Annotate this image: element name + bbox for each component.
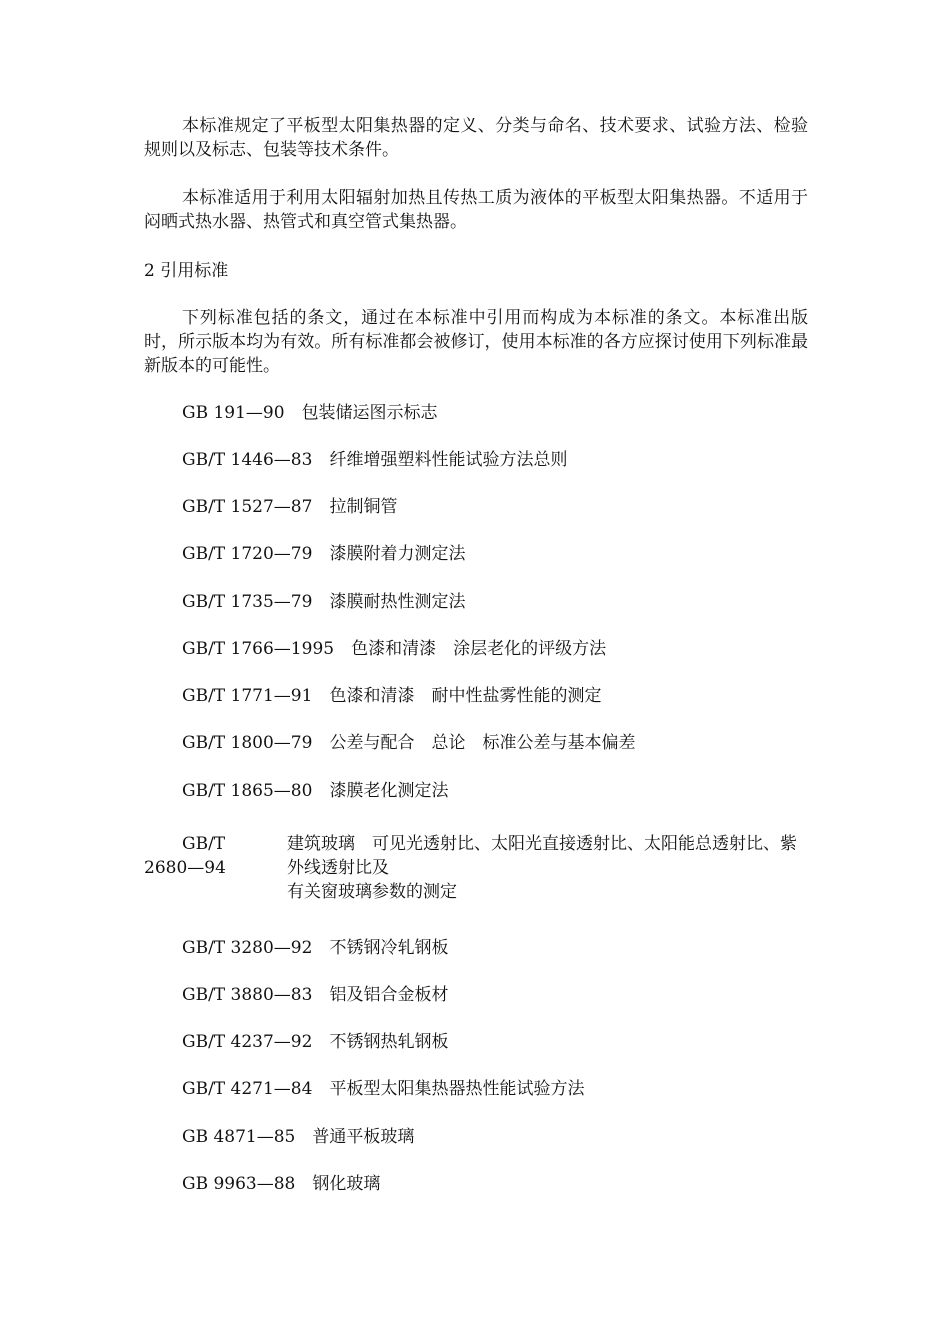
reference-title: 漆膜耐热性测定法 <box>329 592 466 612</box>
reference-title: 漆膜老化测定法 <box>329 781 449 801</box>
reference-code: GB/T 1865—80 <box>182 781 313 801</box>
reference-code: GB/T 4237—92 <box>182 1032 313 1052</box>
reference-code: GB/T 3880—83 <box>182 985 313 1005</box>
reference-title: 普通平板玻璃 <box>312 1127 415 1147</box>
reference-item <box>182 1172 380 1196</box>
reference-title: 包装储运图示标志 <box>301 403 438 423</box>
reference-code: GB 9963—88 <box>182 1174 296 1194</box>
reference-title: 铝及铝合金板材 <box>329 985 449 1005</box>
reference-code: GB/T 1720—79 <box>182 544 313 564</box>
reference-item <box>182 684 601 708</box>
reference-code <box>144 832 284 880</box>
reference-code: GB/T 1771—91 <box>182 686 313 706</box>
reference-code: GB/T 3280—92 <box>182 938 313 958</box>
reference-item <box>182 495 397 519</box>
reference-title: 平板型太阳集热器热性能试验方法 <box>329 1079 585 1099</box>
reference-title: 公差与配合 总论 标准公差与基本偏差 <box>329 733 636 753</box>
reference-item <box>182 1030 448 1054</box>
reference-item <box>182 983 448 1007</box>
reference-code-line-1: GB/T <box>182 834 226 854</box>
reference-title: 不锈钢热轧钢板 <box>329 1032 449 1052</box>
section-heading-references: 2 引用标准 <box>144 261 229 281</box>
reference-title: 不锈钢冷轧钢板 <box>329 938 449 958</box>
reference-code: GB 4871—85 <box>182 1127 296 1147</box>
reference-title: 色漆和清漆 涂层老化的评级方法 <box>351 639 607 659</box>
reference-item <box>182 542 465 566</box>
reference-title-line-1: 建筑玻璃 可见光透射比、太阳光直接透射比、太阳能总透射比、紫外线透射比及 <box>287 834 797 878</box>
reference-code: GB/T 4271—84 <box>182 1079 313 1099</box>
reference-item <box>182 731 635 755</box>
reference-code: GB/T 1527—87 <box>182 497 313 517</box>
reference-title: 纤维增强塑料性能试验方法总则 <box>329 450 568 470</box>
reference-item <box>182 590 465 614</box>
reference-code: GB/T 1766—1995 <box>182 639 335 659</box>
reference-code-line-2: 2680—94 <box>144 858 226 878</box>
scope-paragraph-1: 本标准规定了平板型太阳集热器的定义、分类与命名、技术要求、试验方法、检验规则以及标志、包装等技术条件。 <box>144 116 808 160</box>
reference-title-line-2: 有关窗玻璃参数的测定 <box>287 882 457 902</box>
reference-title: 漆膜附着力测定法 <box>329 544 466 564</box>
reference-item <box>182 779 448 803</box>
reference-title: 拉制铜管 <box>329 497 398 517</box>
reference-code: GB/T 1735—79 <box>182 592 313 612</box>
reference-item <box>182 401 438 425</box>
reference-item <box>182 1125 414 1149</box>
reference-item <box>182 1077 584 1101</box>
reference-title: 钢化玻璃 <box>312 1174 381 1194</box>
reference-title: 色漆和清漆 耐中性盐雾性能的测定 <box>329 686 602 706</box>
reference-item <box>182 936 448 960</box>
references-intro-paragraph: 下列标准包括的条文，通过在本标准中引用而构成为本标准的条文。本标准出版时，所示版本均为有效。所有标准都会被修订，使用本标准的各方应探讨使用下列标准最新版本的可能性。 <box>144 308 808 376</box>
reference-item <box>182 448 567 472</box>
reference-code: GB/T 1446—83 <box>182 450 313 470</box>
scope-paragraph-2: 本标准适用于利用太阳辐射加热且传热工质为液体的平板型太阳集热器。不适用于闷晒式热水器、热管式和真空管式集热器。 <box>144 188 808 232</box>
reference-title <box>287 832 808 904</box>
reference-code: GB 191—90 <box>182 403 285 423</box>
reference-item <box>182 637 606 661</box>
reference-code: GB/T 1800—79 <box>182 733 313 753</box>
